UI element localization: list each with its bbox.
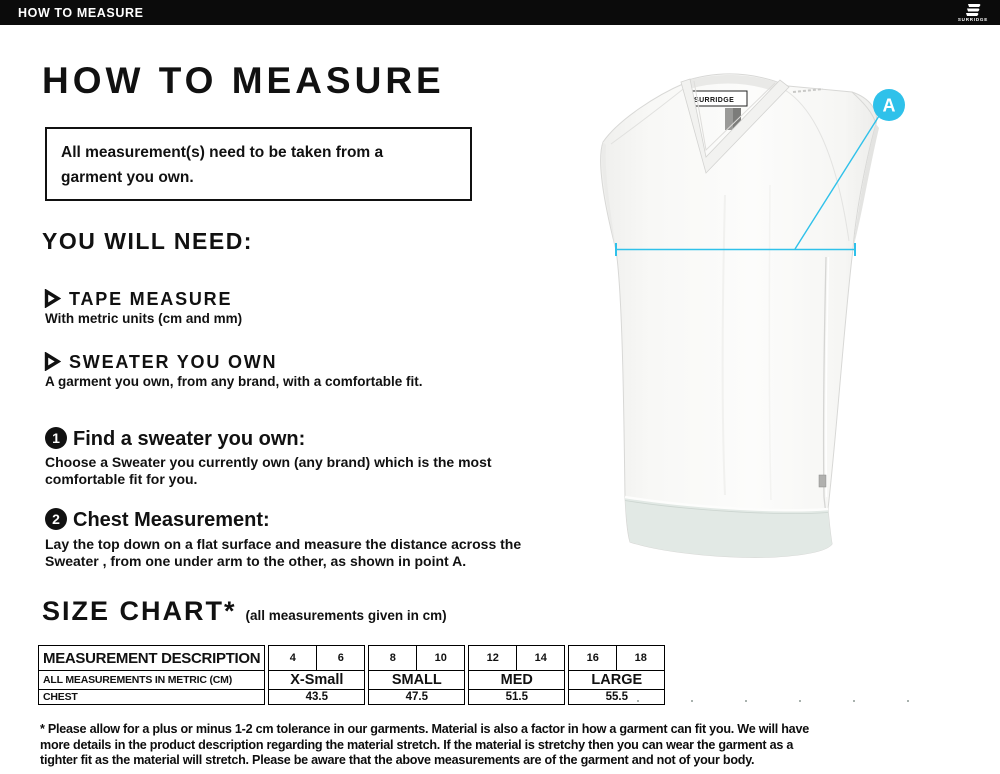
step-1-title: Find a sweater you own: [73, 428, 306, 450]
size-cell: 12 [469, 646, 517, 671]
size-cell: 10 [417, 646, 465, 671]
size-chart-label-column [38, 645, 265, 705]
header-title: HOW TO MEASURE [18, 5, 144, 20]
size-group-name: SMALL [369, 671, 465, 690]
size-group-xsmall [268, 645, 365, 705]
table-row-label-chest: CHEST [39, 690, 265, 705]
neck-label-text: SURRIDGE [694, 97, 735, 104]
triangle-bullet-icon [44, 289, 61, 313]
brand-logo [958, 3, 988, 23]
point-a-marker-label: A [882, 95, 896, 116]
size-cell: 4 [269, 646, 317, 671]
chest-value: 47.5 [369, 690, 465, 705]
sweater-body [601, 74, 879, 558]
notice-text: All measurement(s) need to be taken from a garment you own. [61, 144, 384, 186]
need-item-sweater-desc: A garment you own, from any brand, with a comfortable fit. [45, 374, 423, 389]
size-cell: 6 [317, 646, 365, 671]
step-2-title: Chest Measurement: [73, 509, 270, 531]
size-cell: 14 [517, 646, 565, 671]
size-group-large [568, 645, 665, 705]
page-title: HOW TO MEASURE [42, 60, 445, 101]
surridge-s-icon [962, 3, 984, 17]
notice-box [45, 127, 472, 201]
triangle-bullet-icon [44, 352, 61, 376]
dotted-divider [637, 700, 909, 702]
need-item-tape-measure-desc: With metric units (cm and mm) [45, 311, 243, 326]
size-cell: 8 [369, 646, 417, 671]
side-seam-tag [819, 475, 826, 487]
size-chart-table [38, 645, 665, 705]
need-item-sweater: SWEATER YOU OWN [69, 352, 278, 372]
table-metric-label: ALL MEASUREMENTS IN METRIC (CM) [39, 671, 265, 690]
need-item-tape-measure: TAPE MEASURE [69, 289, 233, 309]
step-1-number-badge: 1 [45, 427, 67, 449]
size-cell: 18 [617, 646, 665, 671]
chest-value: 51.5 [469, 690, 565, 705]
size-chart-heading-row [42, 596, 447, 627]
you-will-need-heading: YOU WILL NEED: [42, 228, 253, 254]
footnote-text: * Please allow for a plus or minus 1-2 cm tolerance in our garments. Material is also a factor in how a garment can fit you. We will have more details in the product description regarding the material stretch. If the material is stretchy then you can wear the garment as a tighter fit as the material will stretch. Please be aware that the above measurements are of the garment and not of your body. [40, 722, 809, 767]
table-header-label: MEASUREMENT DESCRIPTION [39, 646, 265, 671]
chest-value: 55.5 [569, 690, 665, 705]
sweater-diagram [575, 45, 995, 585]
size-group-med [468, 645, 565, 705]
size-chart-title: SIZE CHART* [42, 596, 237, 626]
size-group-small [368, 645, 465, 705]
chest-value: 43.5 [269, 690, 365, 705]
step-2-number-badge: 2 [45, 508, 67, 530]
size-chart-subtitle: (all measurements given in cm) [245, 608, 447, 623]
step-2-description: Lay the top down on a flat surface and measure the distance across the Sweater , from one under arm to the other, as shown in point A. [45, 536, 522, 569]
brand-name: SURRIDGE [957, 16, 988, 22]
step-1-description: Choose a Sweater you currently own (any brand) which is the most comfortable fit for you. [45, 454, 492, 487]
size-group-name: LARGE [569, 671, 665, 690]
size-group-name: MED [469, 671, 565, 690]
size-group-name: X-Small [269, 671, 365, 690]
header-bar [0, 0, 1000, 25]
size-cell: 16 [569, 646, 617, 671]
